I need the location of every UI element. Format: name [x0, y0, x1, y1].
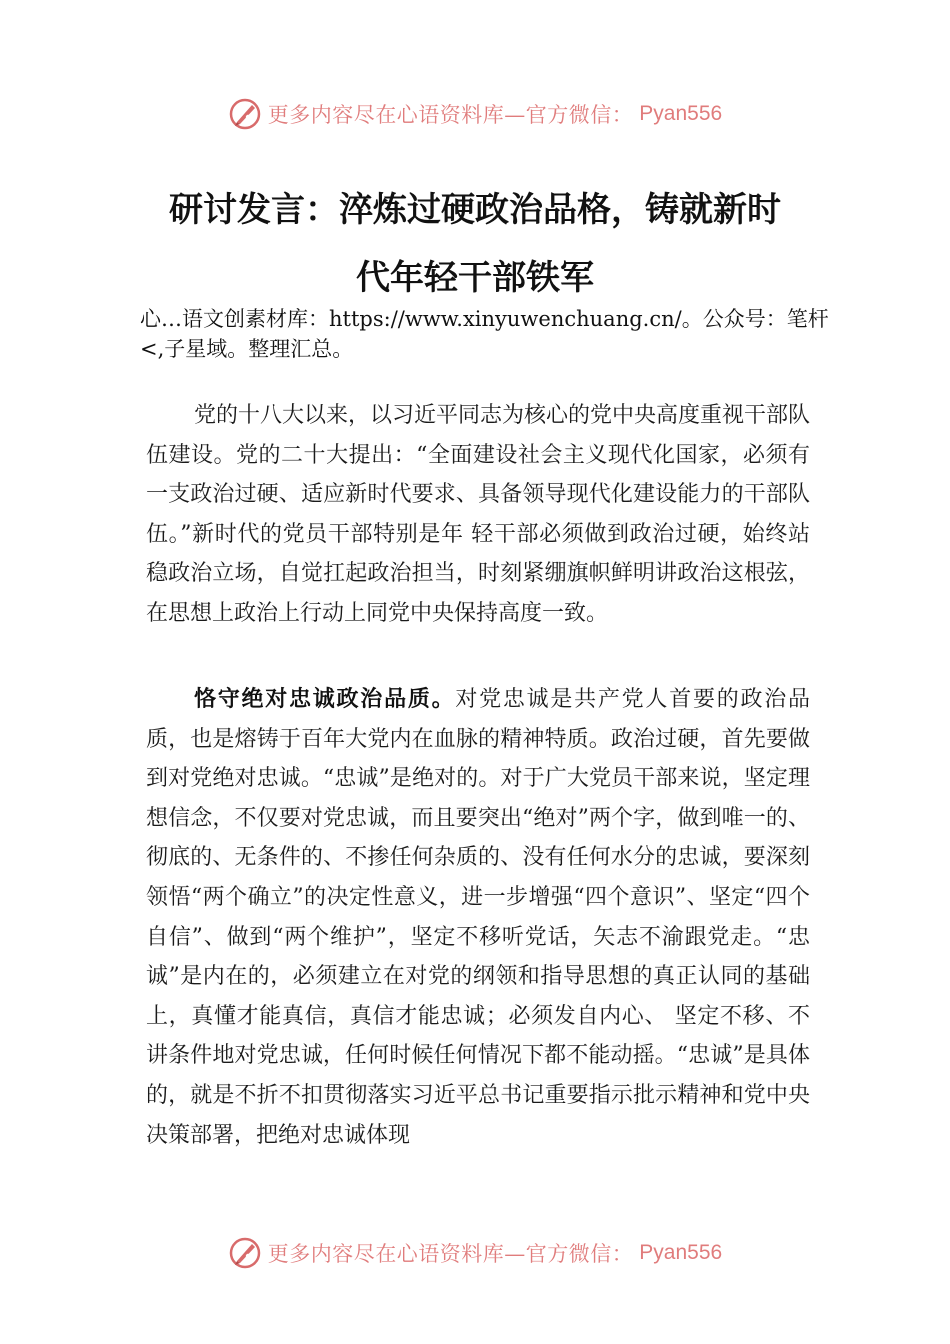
document-title-line-1: 研讨发言：淬炼过硬政治品格，铸就新时 — [169, 190, 781, 230]
banner-text: 更多内容尽在心语资料库—官方微信： — [267, 103, 634, 127]
banner-wechat-handle: Pyan556 — [639, 1241, 723, 1264]
header-banner — [0, 94, 950, 134]
paragraph-lead-heading: 恪守绝对忠诚政治品质。 — [194, 687, 456, 712]
source-note: 心…语文创素材库：https://www.xinyuwenchuang.cn/。公众号：笔杆<,子星域。整理汇总。 — [140, 307, 829, 361]
document-title-line-2: 代年轻干部铁军 — [356, 258, 594, 298]
paragraph-body: 对党忠诚是共产党人首要的政治品质，也是熔铸于百年大党内在血脉的精神特质。政治过硬，首先要做到对党绝对忠诚。“忠诚”是绝对的。对于广大党员干部来说，坚定理想信念，不仅要对党忠诚，而且要突出“绝对”两个字，做到唯一的、彻底的、无条件的、不掺任何杂质的、没有任何水分的忠诚，要深刻领悟“两个确立”的决定性意义，进一步增强“四个意识”、坚定“四个自信”、做到“两个维护”，坚定不移听党话，矢志不渝跟党走。“忠诚”是内在的，必须建立在对党的纲领和指导思想的真正认同的基础上，真懂才能真信，真信才能忠诚；必须发自内心、 坚定不移、不讲条件地对党忠诚，任何时候任何情况下都不能动摇。“忠诚”是具体的，就是不折不扣贯彻落实习近平总书记重要指示批示精神和党中央决策部署，把绝对忠诚体现 — [146, 687, 810, 1148]
quill-pen-logo-icon — [228, 97, 262, 131]
quill-pen-logo-icon — [228, 1236, 262, 1270]
paragraph-loyalty — [146, 680, 810, 1155]
paragraph-intro: 党的十八大以来，以习近平同志为核心的党中央高度重视干部队伍建设。党的二十大提出：“全面建设社会主义现代化国家，必须有一支政治过硬、适应新时代要求、具备领导现代化建设能力的干部队伍。”新时代的党员干部特别是年 轻干部必须做到政治过硬，始终站稳政治立场，自觉扛起政治担当，时刻紧绷旗帜鲜明讲政治这根弦，在思想上政治上行动上同党中央保持高度一致。 — [146, 403, 811, 626]
footer-banner — [0, 1233, 950, 1273]
banner-text: 更多内容尽在心语资料库—官方微信： — [267, 1242, 634, 1266]
banner-wechat-handle: Pyan556 — [639, 102, 723, 125]
